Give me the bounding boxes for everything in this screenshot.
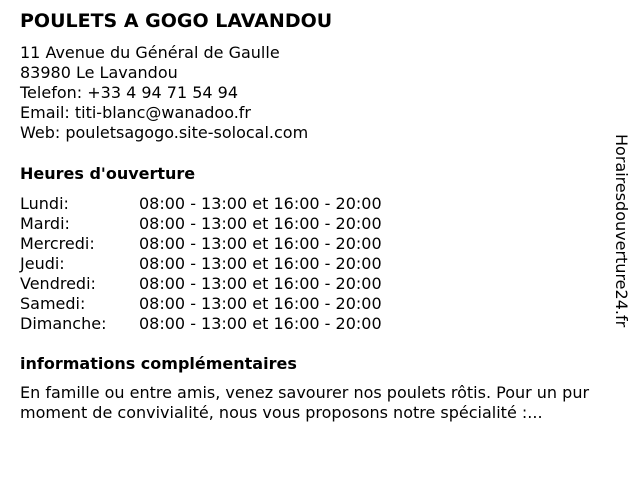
phone-number[interactable]: Telefon: +33 4 94 71 54 94: [20, 83, 239, 102]
day-label: Jeudi:: [20, 254, 65, 273]
day-label: Dimanche:: [20, 314, 107, 333]
city-postcode: 83980 Le Lavandou: [20, 63, 178, 82]
day-hours: 08:00 - 13:00 et 16:00 - 20:00: [139, 254, 382, 273]
day-label: Vendredi:: [20, 274, 96, 293]
day-hours: 08:00 - 13:00 et 16:00 - 20:00: [139, 274, 382, 293]
day-label: Mardi:: [20, 214, 70, 233]
business-name: POULETS A GOGO LAVANDOU: [20, 10, 333, 32]
street-address: 11 Avenue du Général de Gaulle: [20, 43, 280, 62]
business-description: En famille ou entre amis, venez savourer nos poulets rôtis. Pour un pur moment de convivialité, nous vous proposons notre spécialité :...: [20, 383, 590, 422]
day-label: Lundi:: [20, 194, 69, 213]
additional-info-heading: informations complémentaires: [20, 354, 297, 373]
contact-block: [20, 43, 308, 143]
hours-row-wednesday: [20, 234, 440, 254]
opening-hours-table: [20, 194, 440, 334]
hours-row-friday: [20, 274, 440, 294]
hours-row-sunday: [20, 314, 440, 334]
day-hours: 08:00 - 13:00 et 16:00 - 20:00: [139, 294, 382, 313]
opening-hours-heading: Heures d'ouverture: [20, 164, 196, 183]
day-hours: 08:00 - 13:00 et 16:00 - 20:00: [139, 214, 382, 233]
hours-row-monday: [20, 194, 440, 214]
day-hours: 08:00 - 13:00 et 16:00 - 20:00: [139, 194, 382, 213]
email-address[interactable]: Email: titi-blanc@wanadoo.fr: [20, 103, 252, 122]
day-label: Mercredi:: [20, 234, 95, 253]
hours-row-saturday: [20, 294, 440, 314]
website-link[interactable]: Web: pouletsagogo.site-solocal.com: [20, 123, 309, 142]
day-label: Samedi:: [20, 294, 86, 313]
day-hours: 08:00 - 13:00 et 16:00 - 20:00: [139, 314, 382, 333]
hours-row-thursday: [20, 254, 440, 274]
hours-row-tuesday: [20, 214, 440, 234]
site-watermark: Horairesdouverture24.fr: [612, 134, 631, 328]
day-hours: 08:00 - 13:00 et 16:00 - 20:00: [139, 234, 382, 253]
